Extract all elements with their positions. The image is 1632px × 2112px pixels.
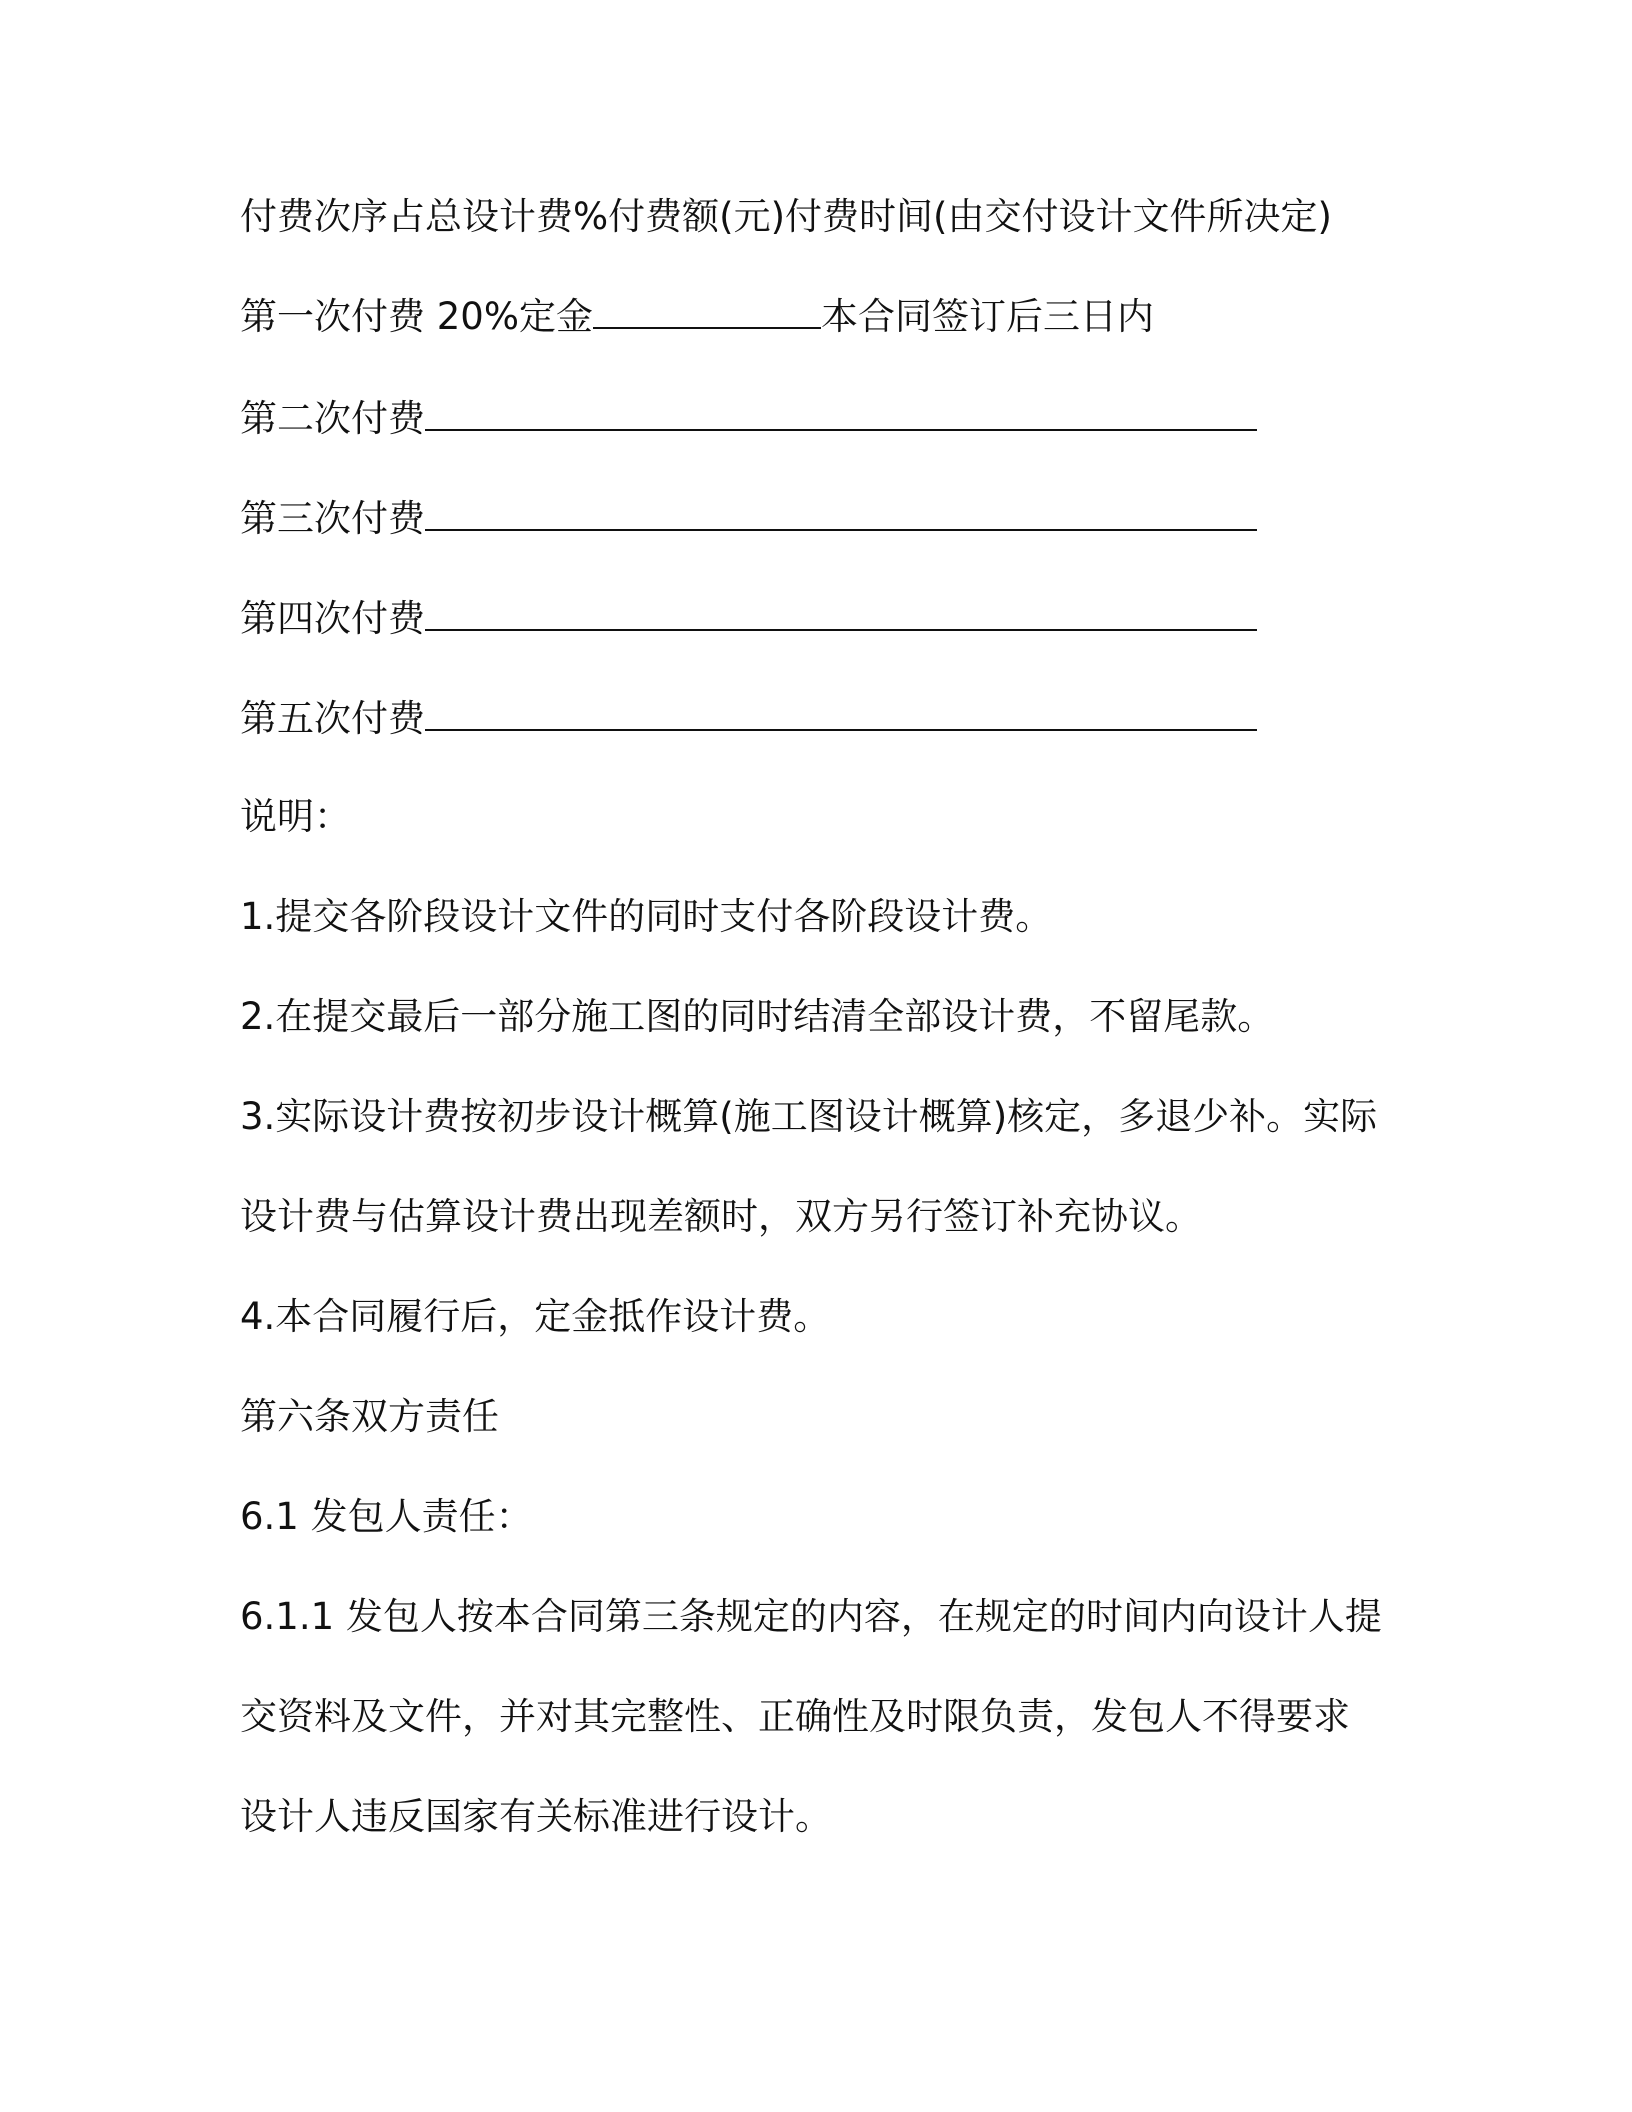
payment-1-amount-blank xyxy=(593,293,821,329)
payment-row-1 xyxy=(240,292,1154,342)
note-2: 2.在提交最后一部分施工图的同时结清全部设计费，不留尾款。 xyxy=(240,995,1275,1038)
note-3-line-2: 设计费与估算设计费出现差额时，双方另行签订补充协议。 xyxy=(240,1195,1202,1238)
payment-row-3 xyxy=(240,494,1257,544)
payment-3-blank xyxy=(425,495,1257,531)
payment-3-label: 第三次付费 xyxy=(240,497,425,540)
section-6-1-1-line-2: 交资料及文件，并对其完整性、正确性及时限负责，发包人不得要求 xyxy=(240,1695,1350,1738)
note-4: 4.本合同履行后，定金抵作设计费。 xyxy=(240,1295,831,1338)
note-3-line-1: 3.实际设计费按初步设计概算(施工图设计概算)核定，多退少补。实际 xyxy=(240,1095,1378,1138)
payment-1-time: 本合同签订后三日内 xyxy=(821,295,1154,338)
payment-4-label: 第四次付费 xyxy=(240,597,425,640)
payment-row-4 xyxy=(240,594,1257,644)
section-6-1-1-line-1: 6.1.1 发包人按本合同第三条规定的内容，在规定的时间内向设计人提 xyxy=(240,1595,1382,1638)
payment-2-label: 第二次付费 xyxy=(240,397,425,440)
article-6-title: 第六条双方责任 xyxy=(240,1395,499,1438)
section-6-1-title: 6.1 发包人责任： xyxy=(240,1495,533,1538)
notes-heading: 说明： xyxy=(240,795,351,838)
payment-row-5 xyxy=(240,694,1257,744)
payment-2-blank xyxy=(425,395,1257,431)
payment-4-blank xyxy=(425,595,1257,631)
payment-1-label: 第一次付费 20%定金 xyxy=(240,295,593,338)
payment-5-label: 第五次付费 xyxy=(240,697,425,740)
payment-row-2 xyxy=(240,394,1257,444)
payment-table-header: 付费次序占总设计费%付费额(元)付费时间(由交付设计文件所决定) xyxy=(240,195,1332,238)
section-6-1-1-line-3: 设计人违反国家有关标准进行设计。 xyxy=(240,1795,832,1838)
note-1: 1.提交各阶段设计文件的同时支付各阶段设计费。 xyxy=(240,895,1053,938)
payment-5-blank xyxy=(425,695,1257,731)
